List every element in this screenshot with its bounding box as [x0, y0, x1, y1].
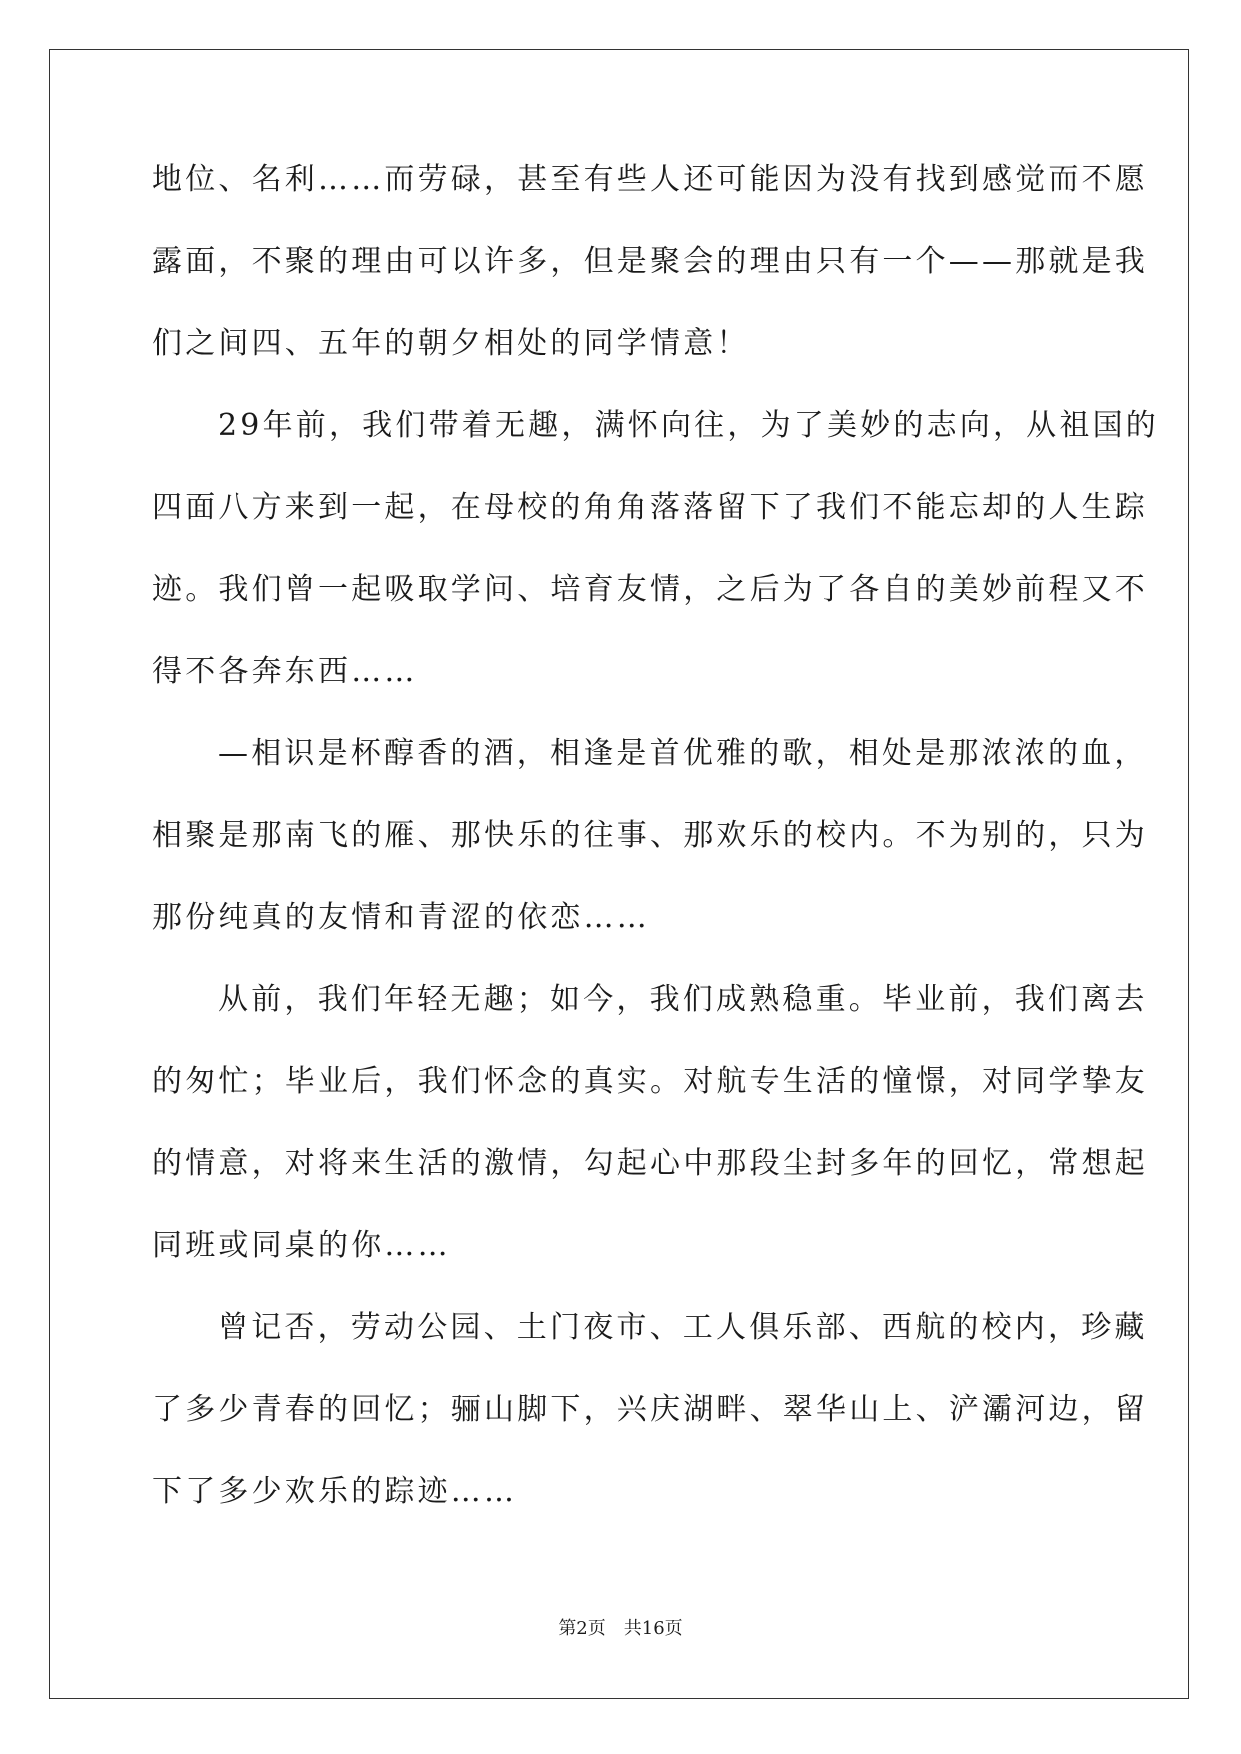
paragraph-first-line: 29年前，我们带着无趣，满怀向往，为了美妙的志向，从祖国的	[218, 408, 1159, 443]
paragraph-first-line: —相识是杯醇香的酒，相逢是首优雅的歌，相处是那浓浓的血，	[218, 736, 1148, 771]
text-line: 那份纯真的友情和青涩的依恋……	[152, 900, 650, 935]
text-line: 们之间四、五年的朝夕相处的同学情意！	[152, 326, 750, 361]
text-line: 露面，不聚的理由可以许多，但是聚会的理由只有一个——那就是我	[152, 244, 1148, 279]
text-line: 地位、名利……而劳碌，甚至有些人还可能因为没有找到感觉而不愿	[152, 162, 1148, 197]
text-line: 得不各奔东西……	[152, 654, 418, 689]
text-line: 相聚是那南飞的雁、那快乐的往事、那欢乐的校内。不为别的，只为	[152, 818, 1148, 853]
text-line: 了多少青春的回忆；骊山脚下，兴庆湖畔、翠华山上、浐灞河边，留	[152, 1392, 1148, 1427]
document-body	[152, 160, 1159, 1554]
paragraph-first-line: 曾记否，劳动公园、土门夜市、工人俱乐部、西航的校内，珍藏	[218, 1310, 1148, 1345]
text-line: 四面八方来到一起，在母校的角角落落留下了我们不能忘却的人生踪	[152, 490, 1148, 525]
text-line: 的情意，对将来生活的激情，勾起心中那段尘封多年的回忆，常想起	[152, 1146, 1148, 1181]
text-line: 下了多少欢乐的踪迹……	[152, 1474, 518, 1509]
text-line: 同班或同桌的你……	[152, 1228, 451, 1263]
paragraph-first-line: 从前，我们年轻无趣；如今，我们成熟稳重。毕业前，我们离去	[218, 982, 1148, 1017]
text-line: 的匆忙；毕业后，我们怀念的真实。对航专生活的憧憬，对同学挚友	[152, 1064, 1148, 1099]
text-line: 迹。我们曾一起吸取学问、培育友情，之后为了各自的美妙前程又不	[152, 572, 1148, 607]
page-number-footer	[0, 1617, 1241, 1641]
page-number-label: 第2页 共16页	[558, 1618, 683, 1639]
